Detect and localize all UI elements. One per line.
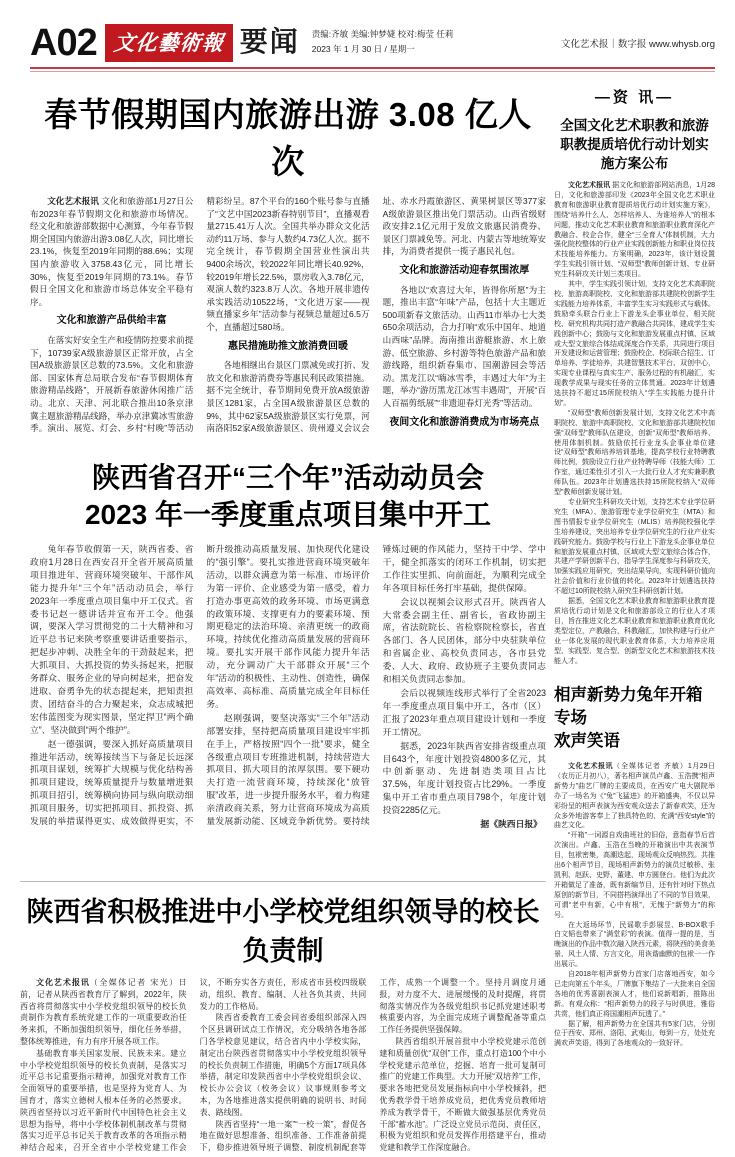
headline-line-1: 相声新势力兔年开箱专场: [554, 686, 703, 727]
lead-tag: 文化艺术报讯: [36, 978, 90, 987]
article-paragraph: [554, 181, 715, 280]
page-body: [20, 74, 715, 1157]
headline-line-1: 陕西省召开“三个年”活动动员会: [91, 462, 484, 493]
article-tourism-headline: 春节假期国内旅游出游 3.08 亿人次: [44, 96, 532, 180]
site-link: 文化艺术报｜数字报 www.whysb.org: [560, 39, 715, 50]
article-paragraph: “双师型”教师创新发展计划，支持文化艺术中高职院校、旅游中高职院校、文化和旅游部共建院校加强“双师型”教师队伍建设，创新“双师型”教师培养、使用体制机制。鼓励依托行业龙头企事业单位建设“双师型”教师培养培训基地，提高学校行业特聘教师比例，鼓励设立行业产业特聘导师（技能大师）工作室，通过柔性引才引入一大批行业人才充实兼职教师队伍。2023年计划遴选扶持15所院校纳入“双师型”教师创新发展计划。: [554, 409, 715, 497]
editor-credits: [312, 24, 454, 57]
section-title: 要闻: [239, 26, 300, 57]
article-paragraph: [30, 195, 193, 308]
article-three-years-body: [30, 543, 546, 873]
article-paragraph: 会后以视频连线形式举行了全省2023年一季度重点项目集中开工，各市（区）汇报了2023年重点项目建设计划和一季度开工情况。: [382, 687, 546, 737]
lead-tag: 文化艺术报讯: [568, 763, 613, 770]
article-three-years: [30, 459, 546, 873]
article-subhead: 夜间文化和旅游消费成为市场亮点: [389, 416, 540, 428]
lead-tag: 文化艺术报讯: [47, 196, 99, 206]
article-principal-system: [20, 881, 546, 1157]
byline: （全媒体记者 宋光）: [89, 978, 179, 987]
page-header: [30, 24, 715, 62]
article-paragraph: 在落实好安全生产和疫情防控要求前提下，10739家A级旅游景区正常开放，占全国A级旅游景区总数的73.5%。文化和旅游部、国家体育总局联合发布“春节假期体育旅游精品线路”，开展新春旅游休闲推广活动。北京、天津、河北联合推出10条京津冀主题旅游精品线路，举办京津冀冰雪旅游季。演出、展览、灯会、乡村“村晚”等活动精彩纷呈。87个平台的160个账号参与直播了“文艺中国2023新春特别节目”，直播观看量2715.41万人次。全国共举办群众文化活动约11万场、参与人数约4.73亿人次。据不完全统计，春节假期全国营业性演出共9400余场次，较2022年同比增长40.92%，较2019年增长22.5%，票房收入3.78亿元，观演人数约323.8万人次。各地开展非遗传承实践活动10522场，“文化进万家——视频直播家乡年”活动参与视频总量超过6.5万个，直播超过580场。: [30, 196, 370, 434]
date-line: 2023 年 1 月 30 日 / 星期一: [311, 44, 415, 54]
article-paragraph: 陕西省委教育工委会同省委组织部深入四个区县调研试点工作情况，充分吸纳各地各部门各学校意见建议，结合省内中小学校实际，制定出台陕西省贯彻落实中小学校党组织领导的校长负责制工作措施，明确5个方面17项具体举措，制定印发陕西省中小学校党组织会议、校长办公会议（校务会议）议事规则参考文本，为各地推进落实提供明确的说明书、时间表、路线图。: [199, 1013, 367, 1117]
news-column-header: —资 讯—: [594, 89, 675, 106]
article-paragraph: [554, 762, 715, 831]
article-paragraph: 各地相继出台景区门票减免或打折、发放文化和旅游消费券等惠民利民政策措施。据不完全统计，春节期间免费开放A级旅游景区1281家，占全国A级旅游景区总数的9%，其中62家5A级旅游景区实行免票，河南洛阳52家A级旅游景区、贵州遵义会议会址、赤水丹霞旅游区、黄果树景区等377家A级旅游景区推出免门票活动。山西省级财政安排2.1亿元用于发放文旅惠民消费券、景区门票减免等。河北、内蒙古等地统筹安排，为消费者提供一揽子惠民礼包。: [206, 196, 546, 434]
news-item-2-headline: [554, 684, 715, 753]
article-principal-headline: 陕西省积极推进中小学校党组织领导的校长负责制: [26, 897, 540, 966]
masthead-logo-text: 文化藝術報: [112, 32, 225, 55]
article-paragraph: 据了解，相声新势力在全国共有5家门店，分别位于西安、郑州、洛阳、武夷山，每到一方，处处充满欢声笑语，得到了各地观众的一致好评。: [554, 1020, 715, 1048]
news-item-1-headline: 全国文化艺术职教和旅游职教提质培优行动计划实施方案公布: [560, 118, 709, 171]
header-divider-rule: [30, 67, 715, 72]
headline-line-2: 2023 年一季度重点项目集中开工: [84, 499, 492, 530]
article-paragraph: 兔年春节收假第一天，陕西省委、省政府1月28日在西安召开全省开展高质量项目推进年、营商环境突破年、干部作风能力提升年“三个年”活动动员会，举行2023年一季度重点项目集中开工仪式。省委书记赵一德讲话并宣布开工令。他强调，要深入学习贯彻党的二十大精神和习近平总书记来陕考察重要讲话重要指示，把起步冲刺、决胜全年的干劲鼓起来，把大抓项目、大抓投资的势头扬起来，把服务群众、服务企业的导向树起来，把奋发进取、奋勇争先的状态提起来，把知责担责、团结奋斗的合力聚起来，众志成城把宏伟蓝图变为现实图景，坚定捍卫“两个确立”、坚决做到“两个维护”。: [30, 544, 194, 735]
article-paragraph: 专业研究生科研攻关计划，支持艺术专业学位研究生（MFA）、旅游管理专业学位研究生（MTA）和图书情报专业学位研究生（MLIS）培养院校强化学生培养建设，突出培养专业学位研究生的行业产业实践研究能力。鼓励学校与行业上下游龙头企事业单位和旅游发展重点村镇、区域或大型文旅综合体合作，共建产学研创新平台，指导学生深度参与科研攻关，加强实践应用研究，突出结果导向，实现科研价值向社会价值和行业价值的转化。2023年计划遴选扶持不超过10所院校纳入研究生科研创新计划。: [554, 499, 715, 596]
article-paragraph: 陕西省坚持“一地一案”“一校一策”，督促各地在做好思想准备、组织准备、工作准备前提下，稳步推进领导班子调整、制度机制配套等工作，成熟一个调整一个。坚持月调度月通报，对力度不大、进展缓慢的及时提醒，将贯彻落实情况作为各级党组织书记抓党建述职考核重要内容，为全面完成班子调整配备等重点工作任务提供坚强保障。: [199, 978, 546, 1153]
article-principal-body: [20, 977, 546, 1157]
editor-credits-line: 责编:齐敏 美编:钟梦婕 校对:梅莹 任莉: [311, 29, 454, 39]
news-item-crosstalk: [554, 684, 715, 1080]
news-column: [554, 74, 715, 1157]
byline: （全媒体记者 齐敏）: [612, 763, 688, 770]
source-credit: 据《陕西日报》: [480, 819, 542, 830]
article-paragraph: 在大返场环节，民谣歌手彭展昱、B-BOX歌手白文韬也带来了“满堂彩”的表演。值得一提的是，当晚演出的作品中数次融入陕西元素，将陕西的美食美景、风土人情、方言文化，用诙谐幽默的包袱一一作出展示。: [554, 921, 715, 969]
masthead-logo: [105, 24, 233, 62]
article-paragraph: “开箱”一词源自戏曲班社的旧俗，意指春节后首次演出。卢鑫、玉浩在当晚的开箱演出中共表演节目，包袱密集，高潮迭起，现场观众反响热烈。共推出6个相声节目，现场相声新势力的演员过敏桥、张凯利、赵跃、史野、董建、申方圆登台。他们为此次开箱做足了准备，既有新编节目，还有针对时下热点原创的新节目，不同搭档演绎出了不同的节目效果，可谓“老中有新，心中有根”，无愧于“新势力”的称号。: [554, 832, 715, 919]
paragraph-text: 1月29日（农历正月初八），著名相声演员卢鑫、玉浩携“相声新势力”曲艺厂牌的主要成员，在西安广电大剧院举办了一场名为《“兔”飞猛进》的开箱盛典，不仅以异彩纷呈的相声表演为西安观众送去了新春欢笑，还为众多外地游客奉上了独具特色的、充满“西安style”的曲艺文化。: [554, 763, 715, 830]
article-tourism-body: [30, 195, 546, 445]
article-paragraph: 自2018年相声新势力首家门店落地西安，如今已走向第五个年头，厂牌旗下集结了一大批来自全国各地的优秀喜剧表演人才，他们说新唱新，推陈出新。有观众称：“相声新势力的段子与时俱进，雅俗共赏，他们真正将国潮相声玩透了。”: [554, 971, 715, 1018]
news-item-2-body: [554, 762, 715, 1080]
left-region: [20, 74, 546, 1157]
article-paragraph: [20, 977, 187, 1048]
article-paragraph: 据悉，2023年陕西省安排省级重点项目643个，年度计划投资4800多亿元，其中创新驱动、先进制造类项目占比37.5%，年度计划投资占比29%。一季度集中开工省市重点项目798个，年度计划投资2285亿元。: [382, 740, 546, 816]
article-subhead: 惠民措施助推文旅消费回暖: [227, 340, 348, 352]
article-subhead: 文化和旅游活动迎春氛围浓厚: [399, 264, 530, 276]
article-paragraph: 基础教育事关国家发展、民族未来。建立中小学校党组织领导的校长负责制，是落实习近平总书记重要指示精神，加强党对教育工作全面领导的重要举措，也是坚持为党育人、为国育才，落实立德树人根本任务的必然要求。陕西省坚持以习近平新时代中国特色社会主义思想为指导，将中小学校体制机制改革与贯彻落实习近平总书记关于教育改革的各项指示精神结合起来，召开全省中小学校党建工作会议，不断夯实各方责任，形成省市县校四级联动，组织、教育、编制、人社各负其责、共同发力的工作格局。: [20, 978, 367, 1153]
article-divider-rule: [20, 881, 546, 882]
article-paragraph: 据悉，全国文化艺术职业教育和旅游职业教育提质培优行动计划是文化和旅游部设立的行业人才项目，旨在推进文化艺术职业教育和旅游职业教育优化类型定位，产教融合，科教融汇，加快构建与行业产业一体化发展的现代职业教育体系，大力培养应用型、实践型、复合型、创新型文化艺术和旅游技术技能人才。: [554, 598, 715, 665]
article-three-years-headline: [30, 459, 546, 533]
article-tourism: [30, 89, 546, 445]
headline-line-2: 欢声笑语: [554, 732, 620, 750]
article-paragraph: 会议以视频会议形式召开。陕西省人大常委会副主任、副省长，省政协副主席，省法院院长、省检察院检察长，省直各部门、各人民团体，部分中央驻陕单位和省属企业、高校负责同志，各市县党委、人大、政府、政协班子主要负责同志和相关负责同志参加。: [382, 596, 546, 685]
article-paragraph: 其中，学生实践引领计划，支持文化艺术高职院校、旅游高职院校、文化和旅游部共建院校创新学生实践能力培养体系，丰富学生实习实践形式与载体。鼓励牵头联合行业上下游龙头企事业单位、相关院校、研究机构共同打造产教融合共同体，建成学生实践创新中心；鼓励与文化和旅游发展重点村镇、区域或大型文旅综合体结成深度合作关系，共同进行项目开发建设和运营管理；鼓励校企、校际联合招生、订单培养、学徒培养，共建智慧技术平台、双创中心，实现专业课程与真实生产、服务过程的有机融汇，实现教学成果与现实任务的立体贯通。2023年计划遴选扶持不超过15所院校纳入“学生实践能力提升计划”。: [554, 281, 715, 407]
article-paragraph: 陕西省组织开展首批中小学校党建示范创建和质量创优“双创”工作，重点打造100个中小学校党建示范单位，挖掘、培育一批可复制可推广的党建工作典型。大力开展“双培养”工作，要求各地把党员发展指标向中小学校倾斜，把优秀教学骨干培养成党员，把优秀党员教师培养成为教学骨干，不断做大做强基层优秀党员干部“蓄水池”。广泛设立党员示范岗、责任区，积极为党组织和党员发挥作用搭建平台，推动党建和教学工作深度融合。: [379, 1036, 546, 1153]
article-paragraph: 各地以“欢喜过大年，皆得你所愿”为主题，推出丰富“年味”产品，包括十大主题近500项新春文旅活动。山西11市举办七大类650余项活动，合力打响“欢乐中国年、地道山西味”品牌。海南推出游艇旅游、水上旅游、低空旅游、乡村游等特色旅游产品和旅游线路，组织新春集市、国潮游园会等活动。黑龙江以“嗨冰雪季，丰遇过大年”为主题，举办“游历黑龙江冰雪丰遇周”，开展“百人百福剪纸展”“非遗迎春灯光秀”等活动。: [382, 284, 546, 408]
news-item-vocational-education: [554, 116, 715, 669]
article-paragraph: 赵刚强调，要坚决落实“三个年”活动部署安排，坚持把高质量项目建设牢牢抓在手上，严格按照“四个一批”要求，健全各级重点项目专班推进机制，持续营造大抓项目、抓大项目的浓厚氛围。要下硬功夫打造一流营商环境，持续深化“放管服”改革，进一步提升服务水平，着力构建亲清政商关系，努力让营商环境成为高质量发展新动能、区域竞争新优势。要持续锤炼过硬的作风能力，坚持干中学、学中干，健全抓落实的闭环工作机制，切实把工作往实里抓、向前面赶，为顺利完成全年各项目标任务打牢基础，提供保障。: [206, 544, 546, 827]
article-subhead: 文化和旅游产品供给丰富: [56, 315, 167, 327]
paragraph-text: 据文化和旅游部网站消息，1月28日，文化和旅游部印发《2023年全国文化艺术职业教育和旅游职业教育提质培优行动计划实施方案》，围绕“培养什么人、怎样培养人、为谁培养人”的根本问题，推动文化艺术职业教育和旅游职业教育深化产教融合、校企合作，健全“三全育人”体制机制，大力强化院校整体的行业产业实践创新能力和职业岗位技术技能培养能力。方案明确，2023年，该计划设置学生实践引领计划、“双师型”教师创新计划、专业研究生科研攻关计划三类项目。: [554, 182, 715, 279]
paragraph-text: 日前，记者从陕西省教育厅了解到，2022年，陕西省将贯彻落实中小学校党组织领导的校长负责制作为教育系统党建工作的一项重要政治任务来抓，不断加强组织领导，细化任务举措，整体统筹推进，有力有序开展各项工作。: [20, 978, 187, 1046]
article-paragraph: 赵一德强调，要深入抓好高质量项目推进年活动，统筹接续当下与备足长远深抓项目谋划，统筹扩大规模与优化结构善抓项目建设，统筹质量提升与数量增进狠抓项目招引，统筹横向协同与纵向联动细抓项目服务，切实把抓项目、抓投资、抓发展的举措谋得更实、成效做得更实，不断升级推动高质量发展、加快现代化建设的“强引擎”。要扎实推进营商环境突破年活动，以群众满意为第一标准、市场评价为第一评价、企业感受为第一感受，着力打造办事更高效的政务环境、市场更满意的政策环境、支撑更有力的要素环境、预期更稳定的法治环境、亲清更统一的政商环境，持续优化推动高质量发展的营商环境。要扎实开展干部作风能力提升年活动，充分调动广大干部群众开展“三个年”活动的积极性、主动性、创造性，确保高效率、高标准、高质量完成全年目标任务。: [30, 544, 370, 827]
paragraph-text: 文化和旅游部1月27日公布2023年春节假期文化和旅游市场情况。经文化和旅游部数据中心测算，今年春节假期全国国内旅游出游3.08亿人次，同比增长23.1%，恢复至2019年同期的88.6%；实现国内旅游收入3758.43亿元，同比增长30%，恢复至2019年同期的73.1%。春节假日全国文化和旅游市场总体安全平稳有序。: [30, 196, 194, 307]
news-item-1-body: [554, 181, 715, 669]
edition-number: A02: [30, 22, 97, 64]
lead-tag: 文化艺术报讯: [568, 182, 611, 189]
